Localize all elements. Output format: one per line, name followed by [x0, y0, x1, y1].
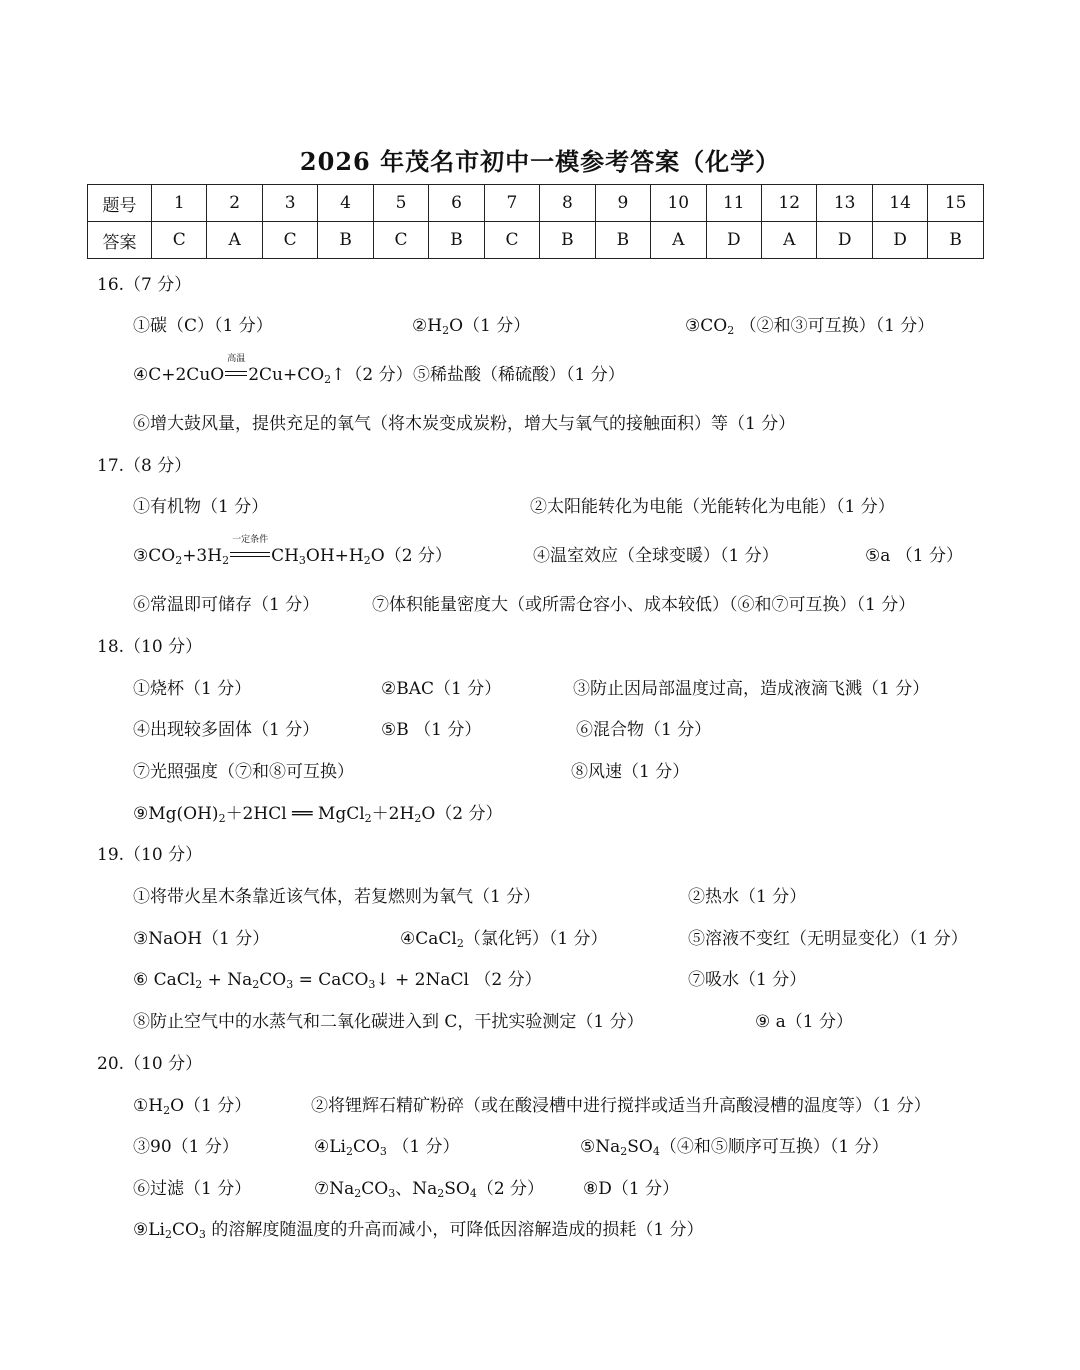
q18-answer-7: ⑦光照强度（⑦和⑧可互换） [133, 762, 354, 782]
answer-cell: A [207, 222, 262, 259]
number-cell: 1 [152, 185, 207, 222]
q18-answer-5: ⑤B （1 分） [381, 720, 482, 740]
page-title: 2026 年茂名市初中一模参考答案（化学） [299, 147, 781, 176]
number-cell: 12 [761, 185, 816, 222]
answer-label: 答案 [88, 222, 152, 259]
q20-answer-2: ②将锂辉石精矿粉碎（或在酸浸槽中进行搅拌或适当升高酸浸槽的温度等）（1 分） [311, 1096, 931, 1116]
q18-answer-9: $⑨Mg(OH)_2+2HCl$ ══ $MgCl_2+2H_2O(2$ 分） [133, 804, 503, 825]
answer-cell: A [651, 222, 706, 259]
q19-answer-3: ③NaOH（1 分） [133, 929, 270, 949]
answer-row [88, 222, 984, 259]
q16-answer-4: ④C+2CuO 高温 $2Cu+CO_2↑(2$ 分） [133, 354, 413, 386]
answer-cell: D [872, 222, 927, 259]
answer-cell: B [928, 222, 984, 259]
q18-answer-6: ⑥混合物（1 分） [576, 720, 712, 740]
q19-answer-9: ⑨ a（1 分） [755, 1012, 853, 1032]
q16-heading: 16.（7 分） [97, 275, 192, 295]
answer-cell: D [706, 222, 761, 259]
reaction-condition: 高温 [224, 367, 248, 384]
number-cell: 13 [817, 185, 872, 222]
number-cell: 9 [595, 185, 650, 222]
q17-answer-5: ⑤a （1 分） [865, 546, 963, 566]
q19-answer-7: ⑦吸水（1 分） [688, 970, 807, 990]
q20-answer-1: $①H_2O(1$ 分） [133, 1096, 252, 1117]
number-cell: 10 [651, 185, 706, 222]
q18-heading: 18.（10 分） [97, 637, 203, 657]
answer-cell: C [152, 222, 207, 259]
q18-answer-4: ④出现较多固体（1 分） [133, 720, 320, 740]
q18-answer-2: ②BAC（1 分） [381, 679, 502, 699]
q19-answer-4: ④CaCl$_2$（氯化钙）（1 分） [400, 929, 608, 950]
q20-answer-3: ③90（1 分） [133, 1137, 239, 1157]
q17-answer-1: ①有机物（1 分） [133, 497, 269, 517]
q18-answer-8: ⑧风速（1 分） [571, 762, 690, 782]
q18-answer-1: ①烧杯（1 分） [133, 679, 252, 699]
q17-heading: 17.（8 分） [97, 456, 192, 476]
number-cell: 5 [373, 185, 428, 222]
answer-table [87, 184, 984, 259]
answer-cell: B [318, 222, 373, 259]
q19-heading: 19.（10 分） [97, 845, 203, 865]
q20-answer-7: $⑦Na_2CO_3$、$Na_2SO_4(2$ 分） [314, 1179, 545, 1200]
answer-cell: B [540, 222, 595, 259]
q20-answer-8: ⑧D（1 分） [583, 1179, 680, 1199]
q17-answer-2: ②太阳能转化为电能（光能转化为电能）（1 分） [530, 497, 895, 517]
q17-answer-6: ⑥常温即可储存（1 分） [133, 595, 320, 615]
answer-cell: C [262, 222, 317, 259]
q16-answer-5: ⑤稀盐酸（稀硫酸）（1 分） [413, 365, 625, 385]
number-cell: 15 [928, 185, 984, 222]
number-cell: 3 [262, 185, 317, 222]
number-row [88, 185, 984, 222]
answer-cell: D [817, 222, 872, 259]
answer-cell: B [429, 222, 484, 259]
answer-cell: A [761, 222, 816, 259]
number-cell: 14 [872, 185, 927, 222]
number-cell: 8 [540, 185, 595, 222]
answer-cell: C [373, 222, 428, 259]
number-cell: 6 [429, 185, 484, 222]
q17-answer-4: ④温室效应（全球变暖）（1 分） [533, 546, 779, 566]
q16-answer-2: $②H_2O(1$ 分） [412, 316, 531, 337]
answer-cell: C [484, 222, 539, 259]
answer-cell: B [595, 222, 650, 259]
q20-answer-6: ⑥过滤（1 分） [133, 1179, 252, 1199]
q16-answer-6: ⑥增大鼓风量，提供充足的氧气（将木炭变成炭粉，增大与氧气的接触面积）等（1 分） [133, 414, 796, 434]
header-label: 题号 [88, 185, 152, 222]
q19-answer-2: ②热水（1 分） [688, 887, 807, 907]
reaction-condition: 一定条件 [229, 548, 271, 565]
q20-heading: 20.（10 分） [97, 1054, 203, 1074]
number-cell: 11 [706, 185, 761, 222]
q17-answer-3: $③CO_2+3H_2$ 一定条件 $CH_3OH+H_2O(2$ 分） [133, 535, 452, 567]
q20-answer-9: $⑨Li_2CO_3$ 的溶解度随温度的升高而减小，可降低因溶解造成的损耗（1 分） [133, 1220, 704, 1241]
q16-answer-1: ①碳（C）（1 分） [133, 316, 273, 336]
q20-answer-5: $⑤Na_2SO_4(④$和⑤顺序可互换）（1 分） [580, 1137, 889, 1158]
q17-answer-7: ⑦体积能量密度大（或所需仓容小、成本较低）（⑥和⑦可互换）（1 分） [372, 595, 916, 615]
q19-answer-6: ⑥ CaCl$_2$ + $Na_2CO_3$ = CaCO$_3$↓ + 2NaCl （2 分） [133, 970, 542, 991]
number-cell: 4 [318, 185, 373, 222]
q19-answer-1: ①将带火星木条靠近该气体，若复燃则为氧气（1 分） [133, 887, 541, 907]
number-cell: 2 [207, 185, 262, 222]
number-cell: 7 [484, 185, 539, 222]
q18-answer-3: ③防止因局部温度过高，造成液滴飞溅（1 分） [573, 679, 930, 699]
q19-answer-8: ⑧防止空气中的水蒸气和二氧化碳进入到 C，干扰实验测定（1 分） [133, 1012, 644, 1032]
q16-answer-3: $③CO_2$ （②和③可互换）（1 分） [685, 316, 935, 337]
q20-answer-4: $④Li_2CO_3$ （1 分） [314, 1137, 460, 1158]
q19-answer-5: ⑤溶液不变红（无明显变化）（1 分） [688, 929, 968, 949]
